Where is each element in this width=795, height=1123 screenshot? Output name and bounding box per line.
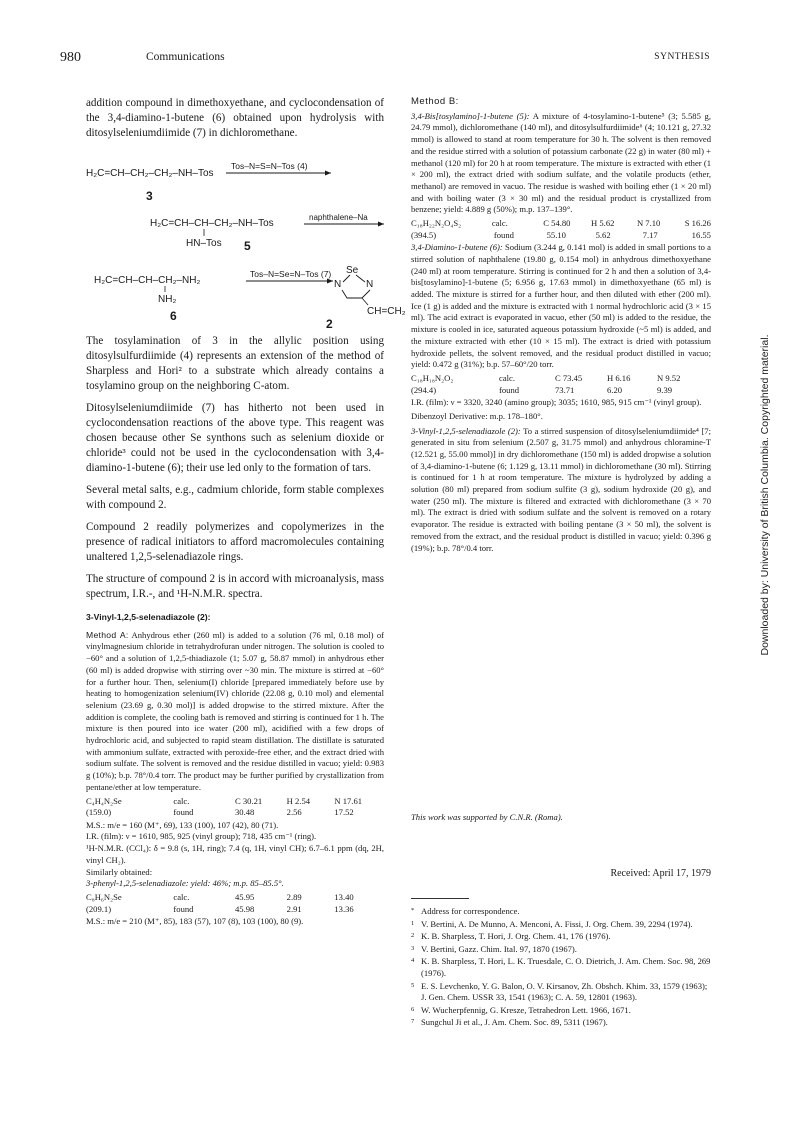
experimental-section (86, 612, 384, 928)
journal-name: SYNTHESIS (654, 52, 710, 62)
ring-se-label: Se (346, 265, 359, 276)
table-cell: 2.89 (286, 891, 302, 902)
references (411, 898, 711, 1030)
ring-n1-label: N (334, 279, 342, 290)
scheme-start-6: H₂C=CH–CH–CH₂–NH₂ (94, 275, 201, 286)
scheme-start-3: H₂C=CH–CH₂–CH₂–NH–Tos (86, 168, 214, 179)
table-cell: C₄H₄N₂Se (86, 795, 122, 806)
table-cell: 2.91 (286, 903, 302, 914)
table-cell: C₁₈H₁₈N₂O₂ (411, 372, 454, 383)
analysis-table-2 (86, 796, 384, 819)
paragraph-selenium-reagent: Ditosylseleniumdiimide (7) has hitherto not been used in cyclocondensation reactions of the above type. This reagent was chosen because other Se synthons such as selenium dioxide or chloride³ could not be used in the cyclocondensation with 3,4-diamino-1-butene (6); their use led only to the formation of tars. (86, 402, 384, 474)
table-cell: 30.48 (235, 807, 255, 818)
bis-tosylamino-title: 3,4-Bis[tosylamino]-1-butene (5): (411, 110, 530, 121)
table-cell: found (493, 229, 514, 240)
table-cell: 16.55 (691, 229, 711, 240)
scheme-num-3: 3 (146, 189, 153, 203)
table-cell: C 54.80 (543, 218, 571, 229)
table-cell: 13.36 (334, 903, 354, 914)
method-b-label: Method B: (411, 96, 459, 107)
reference-item: 7 Sungchul Ji et al., J. Am. Chem. Soc. 89, 5311 (1967). (411, 1017, 608, 1028)
table-cell: 13.40 (334, 891, 354, 902)
analysis-table-5 (411, 218, 711, 241)
nmr-spectrum-2: ¹H-N.M.R. (CCl₄): δ = 9.8 (s, 1H, ring); 7.4 (q, 1H, vinyl CH); 6.7–6.1 ppm (dq, 2H, vinyl CH₂). (86, 843, 384, 865)
diamino-body: Sodium (3.244 g, 0.141 mol) is added in small portions to a stirred solution of naphthalene (19.80 g, 0.154 mol) in anhydrous dimethoxyethane (240 ml) at room temperature. Stirring is continued for 2 h and then a solution of 3,4-bis[tosylamino]-1-butene (5; 6.956 g, 17.63 mmol) in dimethoxyethane (65 ml) is added. The mixture is stirred for a further hour, and then diluted with ether (200 ml). Ice (1 g) is added and the mixture is extracted with 1 normal hydrochloric acid (3 × 15 ml). The acid extract is evaporated in vacuo, ether (50 ml) is added to the residue, the mixture is cooled in ice, saturated aqueous potassium hydroxide (~5 ml) is added, and the mixture extracted with ether (10 × 15 ml). The extract is dried with potassium hydroxide pellets, the solvent removed, and the residual product distilled in vacuo; yield: 0.472 g (31%); b.p. 57–60°/20 torr. (411, 242, 711, 370)
table-cell: N 17.61 (334, 795, 363, 806)
table-row (86, 904, 384, 916)
table-cell: S 16.26 (684, 218, 711, 229)
section-name: Communications (146, 51, 225, 63)
table-cell: 9.39 (657, 384, 673, 395)
table-cell: 45.98 (235, 903, 255, 914)
scheme-num-5: 5 (244, 239, 251, 253)
download-watermark-text: Downloaded by: University of British Columbia. Copyrighted material. (759, 334, 771, 656)
bis-tosylamino-body: A mixture of 4-tosylamino-1-butene⁵ (3; 5.585 g, 24.79 mmol), dichloromethane (140 ml), and ditosylsulfurdiimide⁶ (4; 10.121 g, 27.32 mmol) is allowed to stand at room temperature for 30 h. The solvent is then removed and the residue stirred with a solution of potassium carbonate (22 g) in water (80 ml) + methanol (120 ml) for 20 h at room temperature. The mixture is extracted with ether (1 × 200 ml), the extract dried with sodium sulfate, and the volatile products (ether, methanol) are removed in vacuo. The residue is washed with boiling ether (1 × 20 ml) and with boiling water (3 × 30 ml) and the residual product is crystallized from benzene; yield: 4.889 g (50%); m.p. 137–139°. (411, 110, 711, 215)
table-cell: (294.4) (411, 384, 437, 395)
vinyl-procedure (411, 426, 711, 555)
scheme-reagent-4: Tos–N=S=N–Tos (4) (231, 161, 308, 171)
table-row (86, 892, 384, 904)
intro-paragraph: addition compound in dimethoxyethane, and cyclocondensation of the 3,4-diamino-1-butene (6) obtained upon hydrolysis with ditosylseleniumdiimide (7) in dichloromethane. (86, 97, 384, 139)
table-cell: 73.71 (555, 384, 575, 395)
reaction-scheme-graphic (86, 148, 406, 331)
download-watermark (757, 180, 773, 810)
table-row (86, 807, 384, 819)
scheme-arrowhead-3 (327, 279, 333, 284)
vinyl-title: 3-Vinyl-1,2,5-selenadiazole (2): (411, 425, 521, 436)
reference-item: 5 E. S. Levchenko, Y. G. Balon, O. V. Kirsanov, Zh. Obshch. Khim. 33, 1579 (1963); J. Gen. Chem. USSR 33, 1541 (1963); C. A. 59, 12801 (1963). (411, 980, 708, 1003)
table-cell: 2.56 (286, 807, 302, 818)
mass-spectrum-phenyl: M.S.: m/e = 210 (M⁺, 85), 183 (57), 107 (8), 103 (100), 80 (9). (86, 916, 304, 927)
scheme-num-2: 2 (326, 317, 333, 331)
scheme-sub-5: HN–Tos (186, 238, 222, 249)
table-cell: (394.5) (411, 229, 437, 240)
similarly-obtained: Similarly obtained: (86, 866, 153, 877)
ir-spectrum-6: I.R. (film): ν = 3320, 3240 (amino group); 3035; 1610, 985, 915 cm⁻¹ (vinyl group). (411, 397, 702, 408)
scheme-sub-6: NH₂ (158, 294, 177, 305)
diamino-title: 3,4-Diamino-1-butene (6): (411, 242, 503, 253)
table-row (411, 385, 711, 397)
paragraph-structure: The structure of compound 2 is in accord with microanalysis, mass spectrum, I.R.-, and ¹H-N.M.R. spectra. (86, 573, 384, 600)
table-cell: C₁₈H₂₂N₂O₄S₂ (411, 218, 462, 229)
paragraph-polymerization: Compound 2 readily polymerizes and copolymerizes in the presence of radical initiators to afford macromolecules containing unaltered 1,2,5-selenadiazole rings. (86, 521, 384, 563)
table-cell: (159.0) (86, 807, 112, 818)
reference-item: 6 W. Wucherpfennig, G. Kresze, Tetrahedron Lett. 1966, 1671. (411, 1004, 631, 1015)
page-number: 980 (60, 50, 81, 65)
reaction-scheme (86, 148, 406, 331)
dibenzoyl-derivative: Dibenzoyl Derivative: m.p. 178–180°. (411, 410, 543, 421)
table-row (411, 230, 711, 242)
table-cell: 17.52 (334, 807, 354, 818)
table-cell: 7.17 (642, 229, 658, 240)
table-row (86, 796, 384, 808)
vinyl-body: To a stirred suspension of ditosylseleniumdiimide⁴ [7; generated in situ from selenium (2.507 g, 31.75 mmol) and anhydrous chloramine-T (12.521 g, 55.00 mmol)] in dry dichloromethane (150 ml) is added dropwise a solution of 3,4-diamino-1-butene (6; 1.129 g, 13.11 mmol) in dichloromethane (30 ml). Stirring is continued for 1 h at room temperature. The mixture is hydrolyzed by adding a solution (80 ml) prepared from sodium sulfite (3 g), sodium hydroxide (20 g), and water (250 ml). The mixture is filtered and extracted with dichloromethane (3 × 70 ml). The extract is dried with sodium sulfate and the solvent is removed on a rotary evaporator. The residue is extracted with boiling pentane (3 × 50 ml), the solvent is removed from the extract, and the residual product is distilled in vacuo; yield: 0.396 g (19%); b.p. 78°/0.4 torr. (411, 425, 711, 553)
reference-item: 2 K. B. Sharpless, T. Hori, J. Org. Chem. 41, 176 (1976). (411, 931, 611, 942)
table-cell: 5.62 (595, 229, 611, 240)
ir-spectrum-2: I.R. (film): ν = 1610, 985, 925 (vinyl group); 718, 435 cm⁻¹ (ring). (86, 831, 317, 842)
analysis-table-phenyl (86, 892, 384, 915)
ring-n2-label: N (366, 279, 374, 290)
bis-tosylamino-procedure (411, 111, 711, 216)
method-a-text (86, 630, 384, 794)
right-column (411, 96, 711, 554)
table-row (411, 373, 711, 385)
diamino-procedure (411, 242, 711, 371)
table-cell: C 73.45 (555, 372, 583, 383)
table-cell: 6.20 (607, 384, 623, 395)
footnote-rule (411, 898, 469, 899)
scheme-arrowhead-2 (378, 222, 384, 227)
method-a-label: Method A: (86, 629, 129, 640)
table-cell: calc. (173, 795, 190, 806)
phenyl-derivative: 3-phenyl-1,2,5-selenadiazole: yield: 46%; m.p. 85–85.5°. (86, 878, 284, 889)
method-a-body: Anhydrous ether (260 ml) is added to a solution (76 ml, 0.18 mol) of vinylmagnesium chloride in tetrahydrofuran under nitrogen. The solution is cooled to −60° and a solution of 1,2,5-thiadiazole (1; 5.07 g, 58.87 mmol) in anhydrous ether (60 ml) is added dropwise with stirring over ~30 min. The mixture is stirred at −60° for a further hour. Then, selenium(I) chloride [prepared immediately before use by heating to homogenization selenium(IV) chloride (22.08 g, 0.10 mol) and elemental selenium (23.69 g, 0.30 mol)] is added dropwise to the stirred mixture. After the addition is complete, the cooling bath is removed and stirring is continued for 1 h. The mixture is then poured into ice water (200 ml), acidified with a few drops of hydrochloric acid, and subjected to rapid steam distillation. The distillate is saturated with ammonium sulfate, extracted with peroxide-free ether, and the extract dried with sodium sulfate. The solvent is removed and the residue distilled in vacuo; yield: 0.983 g (10%); b.p. 78°/0.4 torr. The product may be further purified by crystallization from pentane/ether at low temperature. (86, 629, 384, 792)
scheme-product-5: H₂C=CH–CH–CH₂–NH–Tos (150, 218, 274, 229)
table-cell: found (499, 384, 520, 395)
table-cell: H 6.16 (607, 372, 631, 383)
paragraph-tosylamination: The tosylamination of 3 in the allylic position using ditosylsulfurdiimide (4) represents an extension of the method of Sharpless and Hori² to a substrate which already contains a tosylamino group on the neighboring C-atom. (86, 335, 384, 392)
table-cell: C₈H₆N₂Se (86, 891, 122, 902)
table-cell: 45.95 (235, 891, 255, 902)
scheme-num-6: 6 (170, 309, 177, 323)
analysis-table-6 (411, 373, 711, 396)
table-cell: (209.1) (86, 903, 112, 914)
ring-substituent-bond (362, 298, 368, 305)
reference-item: * Address for correspondence. (411, 906, 520, 916)
table-cell: N 7.10 (636, 218, 661, 229)
table-cell: calc. (491, 218, 508, 229)
table-cell: C 30.21 (235, 795, 263, 806)
experimental-heading: 3-Vinyl-1,2,5-selenadiazole (2): (86, 612, 211, 622)
table-row (411, 218, 711, 230)
scheme-arrowhead-1 (325, 171, 331, 176)
received-date: Received: April 17, 1979 (610, 868, 711, 879)
reference-item: 1 V. Bertini, A. De Munno, A. Menconi, A. Fissi, J. Org. Chem. 39, 2294 (1974). (411, 918, 693, 929)
scheme-reagent-na: naphthalene–Na (309, 213, 368, 222)
paragraph-metal-salts: Several metal salts, e.g., cadmium chloride, form stable complexes with compound 2. (86, 484, 384, 511)
table-cell: calc. (499, 372, 515, 383)
table-cell: found (173, 903, 194, 914)
reference-item: 3 V. Bertini, Gazz. Chim. Ital. 97, 1870 (1967). (411, 943, 577, 954)
page-header (60, 50, 710, 66)
mass-spectrum-2: M.S.: m/e = 160 (M⁺, 69), 133 (100), 107 (42), 80 (71). (86, 819, 279, 830)
table-cell: calc. (173, 891, 190, 902)
table-cell: found (173, 807, 194, 818)
reference-item: 4 K. B. Sharpless, T. Hori, L. K. Truesdale, C. O. Dietrich, J. Am. Chem. Soc. 98, 269 (1976). (411, 956, 711, 978)
table-cell: 55.10 (546, 229, 566, 240)
scheme-reagent-7: Tos–N=Se=N–Tos (7) (250, 269, 332, 279)
table-cell: H 2.54 (286, 795, 311, 806)
left-column (86, 96, 406, 928)
ring-substituent: CH=CH₂ (367, 306, 406, 317)
table-cell: N 9.52 (657, 372, 681, 383)
table-cell: H 5.62 (591, 218, 615, 229)
acknowledgement: This work was supported by C.N.R. (Roma). (411, 812, 563, 822)
